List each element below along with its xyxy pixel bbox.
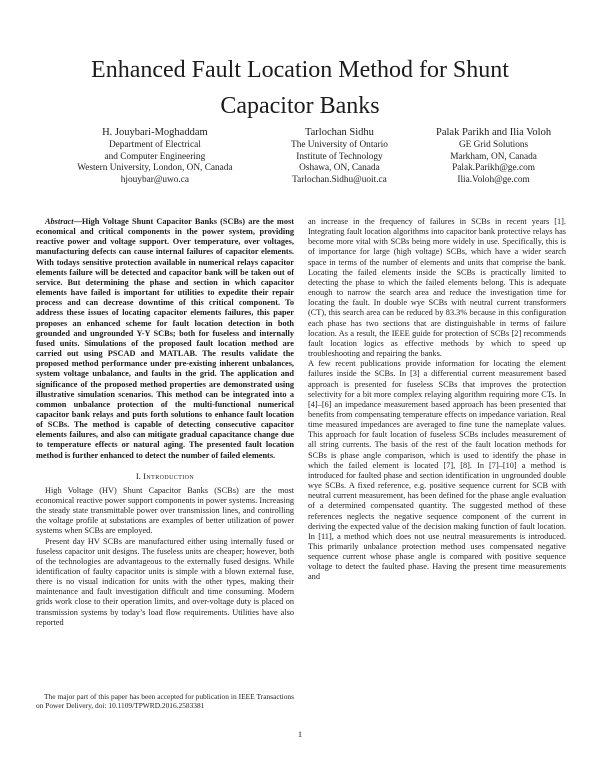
author-name: H. Jouybari-Moghaddam: [102, 127, 208, 138]
paper-title-line1: Enhanced Fault Location Method for Shunt: [91, 57, 509, 83]
intro-paragraph-1: High Voltage (HV) Shunt Capacitor Banks (SCBs) are the most economical reactive power support components in power systems. Increasing the steady state transmittable power over transmission lines, and controlling the voltage profile at substations are examples of better utilization of power systems when SCBs are employed.: [36, 485, 294, 536]
author-affiliation-line: Markham, ON, Canada: [450, 151, 537, 162]
author-block-3: [415, 126, 572, 186]
intro-paragraph-2: Present day HV SCBs are manufactured either using internally fused or fuseless capacitor unit designs. The fuseless units are cheaper; however, both of the technologies are advantageous to the externally fused designs. While identification of faulty capacitor units is simple with a blown external fuse, there is no visual indication for units with the other types, making their maintenance and fault investigation difficult and time consuming. Modern grids work close to their operation limits, and over-voltage duty is placed on transmission systems by today’s load flow requirements. Utilities have also reported: [36, 536, 294, 627]
two-column-body: [36, 217, 566, 628]
author-affiliation-line: Department of Electrical: [108, 140, 201, 150]
abstract-text: —High Voltage Shunt Capacitor Banks (SCBs) are the most economical and critical components in the power system, providing reactive power and voltage support. Over temperature, over voltages, manufacturing defects can cause internal failures of capacitor elements. With todays sensitive protection available in numerical relays capacitor elements failure will be detected and capacitor bank will be taken out of service. But determining the phase and section in which capacitor elements have failed is important for utilities to expedite their repair process and can decrease downtime of this critical component. To address these issues of locating capacitor elements failures, this paper proposes an enhanced scheme for fault location detection in both grounded and ungrounded Y-Y SCBs; both for fuseless and internally fused units. Simulations of the proposed fault location method are carried out using PSCAD and MATLAB. The results validate the proposed method performance under pre-existing inherent unbalances, system voltage unbalance, and faults in the grid. The application and significance of the proposed method properties are demonstrated using illustrative simulation scenarios. This method can be integrated into a common unbalance protection of the multi-functional numerical capacitor bank relays and puts forth solutions to enhance fault location of SCBs. The method is capable of detecting consecutive capacitor elements failures, and also can mitigate gradual capacitance change due to temperature effects or natural aging. The presented fault location method is further enhanced to detect the number of failed elements.: [36, 217, 294, 460]
author-affiliation-line: Western University, London, ON, Canada: [77, 163, 233, 174]
author-affiliation-line: Institute of Technology: [296, 151, 383, 162]
acceptance-footnote: The major part of this paper has been accepted for publication in IEEE Transactions on Power Delivery, doi: 10.1109/TPWRD.2016.2583381: [36, 692, 294, 711]
author-block-2: [264, 126, 415, 186]
right-paragraph-1: an increase in the frequency of failures in SCBs in recent years [1]. Integrating fault location algorithms into capacitor bank protective relays has become more vital with SCBs being more widely in use. Specifically, this is of importance for large (high voltage) SCBs, which have a wider search space in terms of the number of elements and units that comprise the bank. Locating the failed elements inside the SCBs is practically limited to detecting the phase to which the failed elements belong. This is adequate enough to narrow the search area and reduce the investigation time for locating the fault. In double wye SCBs with neutral current transformers (CT), this search area can be reduced by 83.3% because in this configuration each phase has two sections that are distinguishable in terms of failure location. As a result, the IEEE guide for protection of SCBs [2] recommends fault location logics as effective methods by which to speed up troubleshooting and repairing the banks.: [308, 217, 566, 359]
abstract: [36, 217, 294, 461]
author-name: Tarlochan Sidhu: [304, 127, 374, 138]
author-email: Tarlochan.Sidhu@uoit.ca: [292, 174, 387, 185]
paper-title: [0, 52, 600, 124]
section-heading-introduction: [36, 471, 294, 481]
section-title: Introduction: [143, 470, 195, 481]
author-block-1: [46, 126, 264, 186]
right-column: [308, 217, 566, 628]
author-affiliation-line: The University of Ontario: [291, 140, 388, 150]
page-number: 1: [297, 729, 303, 739]
author-email: Palak.Parikh@ge.com: [452, 163, 536, 174]
paper-title-line2: Capacitor Banks: [220, 93, 380, 119]
section-number: I.: [135, 470, 141, 481]
author-affiliation-line: and Computer Engineering: [104, 151, 206, 162]
author-affiliation-line: GE Grid Solutions: [458, 140, 529, 150]
abstract-label: Abstract: [45, 217, 74, 226]
left-column: [36, 217, 294, 628]
author-name: Palak Parikh and Ilia Voloh: [436, 127, 552, 138]
author-row: [46, 126, 572, 186]
author-email: hjouybar@uwo.ca: [120, 174, 189, 185]
author-affiliation-line: Oshawa, ON, Canada: [299, 163, 380, 174]
author-email: Ilia.Voloh@ge.com: [457, 174, 530, 185]
right-paragraph-2: A few recent publications provide information for locating the element failures inside the SCBs. In [3] a differential current measurement based approach is presented for fuseless SCBs that improves the protection selectivity for a bit more complex relaying algorithm requiring more CTs. In [4]–[6] an impedance measurement based approach has been presented that benefits from compensating temperature effects on impedance variation. Real time measured impedances are averaged to fine tune the nameplate values. This approach for fault location of fuseless SCBs includes measurement of all string currents. The basis of the rest of the fault location methods for SCBs is phase angle comparison, which is used to identify the phase in which the failed element is located [7], [8]. In [7]–[10] a method is introduced for faulted phase and section identification in ungrounded double wye SCBs. A fixed reference, e.g. positive sequence current for SCB with neutral current measurement, has been defined for the phase angle evaluation of a determined compensated quantity. The suggested method of these references neglects the negative sequence component of the current in deriving the expected value of the decision making function of fault location. In [11], a method which does not use neutral measurements is introduced. This primarily unbalance protection method uses compensated negative sequence current whose phase angle is compared with positive sequence voltage to detect the faulted phase. Having the present time measurements and: [308, 359, 566, 582]
